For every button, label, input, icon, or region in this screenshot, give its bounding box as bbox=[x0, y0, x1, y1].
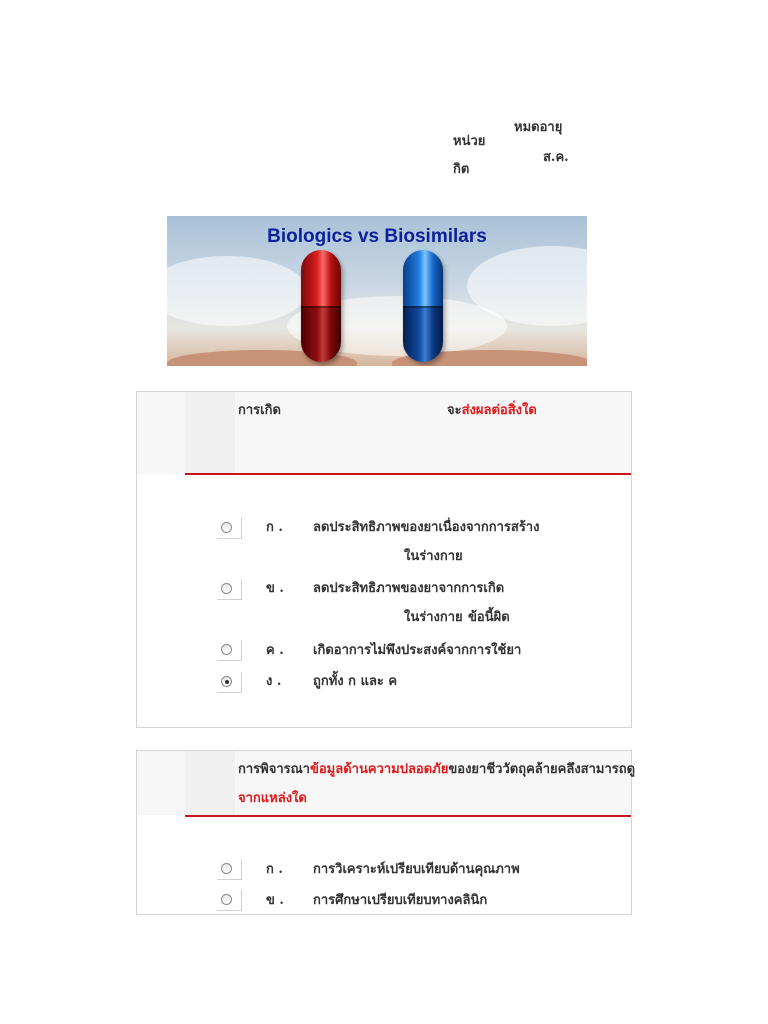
option-a-letter: ก . bbox=[266, 862, 283, 877]
question-text: การเกิด bbox=[238, 403, 281, 418]
header-org-bottom: ส.ค. bbox=[543, 150, 569, 165]
option-b-text: ลดประสิทธิภาพของยาจากการเกิด bbox=[313, 581, 505, 596]
red-capsule-icon bbox=[301, 250, 341, 362]
option-a-text: การวิเคราะห์เปรียบเทียบด้านคุณภาพ bbox=[313, 862, 520, 877]
option-b-letter: ข . bbox=[266, 893, 284, 908]
option-a-radio[interactable] bbox=[217, 859, 242, 880]
option-a-letter: ก . bbox=[266, 520, 283, 535]
question-text-tail: จะส่งผลต่อสิ่งใด bbox=[447, 403, 537, 418]
question-card-2 bbox=[136, 750, 636, 915]
header-credit: กิต bbox=[453, 162, 470, 177]
option-b-radio[interactable] bbox=[217, 579, 242, 600]
option-a-text: ลดประสิทธิภาพของยาเนื่องจากการสร้าง bbox=[313, 520, 540, 535]
divider bbox=[185, 473, 631, 475]
option-d-text: ถูกทั้ง ก และ ค bbox=[313, 674, 398, 689]
question-text: การพิจารณาข้อมูลด้านความปลอดภัยของยาชีววัตถุคล้ายคลึงสามารถดู bbox=[238, 762, 636, 777]
option-c-radio[interactable] bbox=[217, 640, 242, 661]
option-b-text: การศึกษาเปรียบเทียบทางคลินิก bbox=[313, 893, 488, 908]
option-b-text-cont: ในร่างกาย bbox=[404, 610, 463, 625]
divider bbox=[185, 815, 631, 817]
header-org-top: หมดอายุ bbox=[514, 120, 563, 135]
question-card-1 bbox=[136, 391, 632, 728]
option-b-letter: ข . bbox=[266, 581, 284, 596]
option-d-letter: ง . bbox=[266, 674, 282, 689]
option-c-text: เกิดอาการไม่พึงประสงค์จากการใช้ยา bbox=[313, 643, 522, 658]
header-unit: หน่วย bbox=[453, 134, 486, 149]
option-c-letter: ค . bbox=[266, 643, 284, 658]
question-text-line2: จากแหล่งใด bbox=[238, 791, 307, 806]
blue-capsule-icon bbox=[403, 250, 443, 362]
option-a-text-cont: ในร่างกาย bbox=[404, 549, 463, 564]
option-d-radio[interactable] bbox=[217, 672, 242, 693]
banner-image bbox=[167, 216, 587, 366]
option-a-radio[interactable] bbox=[217, 518, 242, 539]
option-b-radio[interactable] bbox=[217, 890, 242, 911]
banner-title: Biologics vs Biosimilars bbox=[267, 226, 487, 247]
option-b-note: ข้อนี้ผิด bbox=[468, 610, 510, 625]
